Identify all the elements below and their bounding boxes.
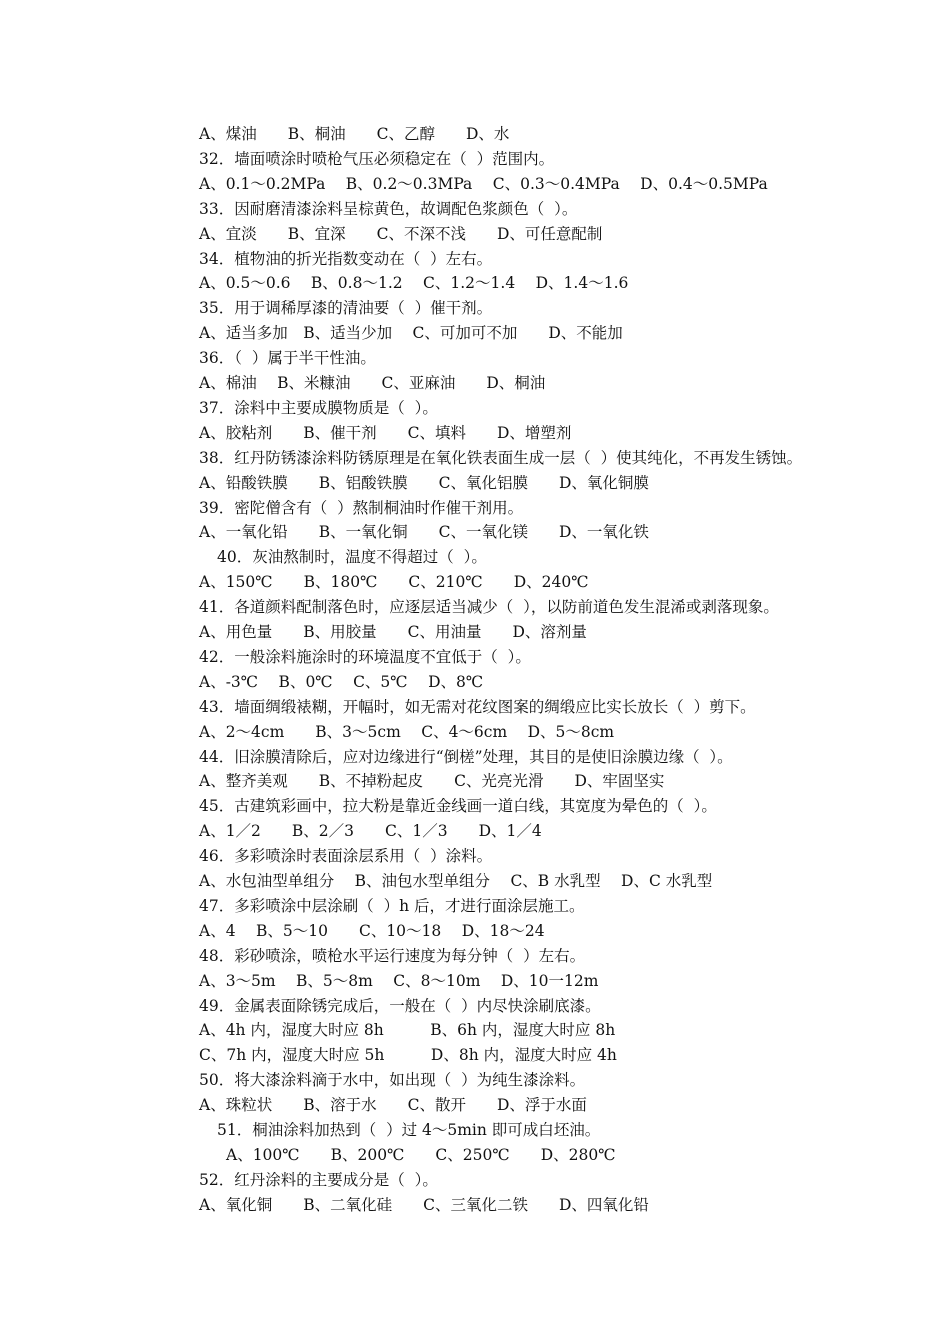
- answer-options-line: A、2～4cm B、3～5cm C、4～6cm D、5～8cm: [199, 723, 615, 741]
- question-line: 48．彩砂喷涂，喷枪水平运行速度为每分钟（ ）左右。: [199, 947, 586, 965]
- answer-options-line: A、宜淡 B、宜深 C、不深不浅 D、可任意配制: [199, 225, 603, 243]
- answer-options-line: A、煤油 B、桐油 C、乙醇 D、水: [199, 125, 510, 143]
- question-line: 43．墙面绸缎裱糊，开幅时，如无需对花纹图案的绸缎应比实长放长（ ）剪下。: [199, 698, 756, 716]
- answer-options-line: A、4 B、5～10 C、10～18 D、18～24: [199, 922, 545, 940]
- question-line: 41．各道颜料配制落色时，应逐层适当减少（ ），以防前道色发生混浠或剥落现象。: [199, 598, 779, 616]
- answer-options-line: C、7h 内，湿度大时应 5h D、8h 内，湿度大时应 4h: [199, 1046, 617, 1064]
- answer-options-line: A、0.1～0.2MPa B、0.2～0.3MPa C、0.3～0.4MPa D、0.4～0.5MPa: [199, 175, 768, 193]
- answer-options-line: A、1／2 B、2／3 C、1／3 D、1／4: [199, 822, 542, 840]
- question-line: 49．金属表面除锈完成后，一般在（ ）内尽快涂刷底漆。: [199, 997, 601, 1015]
- answer-options-line: A、整齐美观 B、不掉粉起皮 C、光亮光滑 D、牢固坚实: [199, 772, 665, 790]
- question-line: 51．桐油涂料加热到（ ）过 4～5min 即可成白坯油。: [217, 1121, 601, 1139]
- answer-options-line: A、氧化铜 B、二氧化硅 C、三氧化二铁 D、四氧化铅: [199, 1196, 649, 1214]
- answer-options-line: A、棉油 B、米糠油 C、亚麻油 D、桐油: [199, 374, 546, 392]
- question-line: 45．古建筑彩画中，拉大粉是靠近金线画一道白线，其宽度为晕色的（ ）。: [199, 797, 717, 815]
- answer-options-line: A、一氧化铅 B、一氧化铜 C、一氧化镁 D、一氧化铁: [199, 523, 649, 541]
- answer-options-line: A、胶粘剂 B、催干剂 C、填料 D、增塑剂: [199, 424, 572, 442]
- answer-options-line: A、150℃ B、180℃ C、210℃ D、240℃: [199, 573, 589, 591]
- question-line: 52．红丹涂料的主要成分是（ ）。: [199, 1171, 438, 1189]
- question-line: 44．旧涂膜清除后，应对边缘进行“倒槎”处理，其目的是使旧涂膜边缘（ ）。: [199, 748, 733, 766]
- answer-options-line: A、3～5m B、5～8m C、8～10m D、10一12m: [199, 972, 599, 990]
- question-line: 42．一般涂料施涂时的环境温度不宜低于（ ）。: [199, 648, 531, 666]
- answer-options-line: A、4h 内，湿度大时应 8h B、6h 内，湿度大时应 8h: [199, 1021, 616, 1039]
- answer-options-line: A、0.5～0.6 B、0.8～1.2 C、1.2～1.4 D、1.4～1.6: [199, 274, 629, 292]
- question-line: 50．将大漆涂料滴于水中，如出现（ ）为纯生漆涂料。: [199, 1071, 586, 1089]
- question-line: 34．植物油的折光指数变动在（ ）左右。: [199, 250, 493, 268]
- question-line: 32．墙面喷涂时喷枪气压必须稳定在（ ）范围内。: [199, 150, 555, 168]
- answer-options-line: A、用色量 B、用胶量 C、用油量 D、溶剂量: [199, 623, 587, 641]
- question-line: 36．（ ）属于半干性油。: [199, 349, 376, 367]
- answer-options-line: A、水包油型单组分 B、油包水型单组分 C、B 水乳型 D、C 水乳型: [199, 872, 713, 890]
- answer-options-line: A、100℃ B、200℃ C、250℃ D、280℃: [226, 1146, 616, 1164]
- answer-options-line: A、珠粒状 B、溶于水 C、散开 D、浮于水面: [199, 1096, 587, 1114]
- question-line: 38．红丹防锈漆涂料防锈原理是在氧化铁表面生成一层（ ）使其纯化，不再发生锈蚀。: [199, 449, 803, 467]
- question-line: 33．因耐磨清漆涂料呈棕黄色，故调配色浆颜色（ ）。: [199, 200, 578, 218]
- answer-options-line: A、适当多加 B、适当少加 C、可加可不加 D、不能加: [199, 324, 623, 342]
- question-line: 47．多彩喷涂中层涂刷（ ）h 后，才进行面涂层施工。: [199, 897, 585, 915]
- question-line: 37．涂料中主要成膜物质是（ ）。: [199, 399, 438, 417]
- answer-options-line: A、-3℃ B、0℃ C、5℃ D、8℃: [199, 673, 484, 691]
- question-line: 39．密陀僧含有（ ）熬制桐油时作催干剂用。: [199, 499, 524, 517]
- question-line: 40．灰油熬制时，温度不得超过（ ）。: [217, 548, 487, 566]
- question-line: 35．用于调稀厚漆的清油要（ ）催干剂。: [199, 299, 493, 317]
- answer-options-line: A、铅酸铁膜 B、铝酸铁膜 C、氧化铝膜 D、氧化铜膜: [199, 474, 649, 492]
- question-line: 46．多彩喷涂时表面涂层系用（ ）涂料。: [199, 847, 493, 865]
